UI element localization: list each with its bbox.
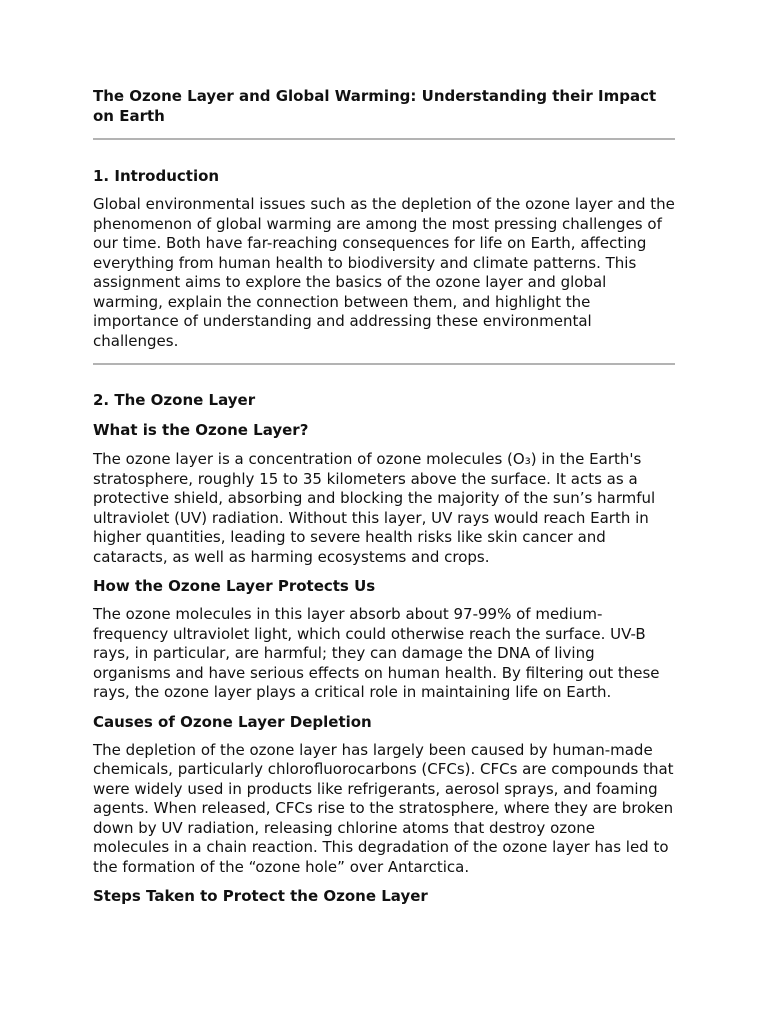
title-divider [93, 138, 675, 140]
how-ozone-protects-paragraph: The ozone molecules in this layer absorb about 97-99% of medium-frequency ultraviolet light, which could otherwise reach the surface. UV-B rays, in particular, are harmful; they can damage the DNA of living organisms and have serious effects on human health. By filtering out these rays, the ozone layer plays a critical role in maintaining life on Earth. [93, 605, 660, 701]
section-divider [93, 363, 675, 365]
subheading-steps-to-protect: Steps Taken to Protect the Ozone Layer [93, 887, 428, 905]
causes-of-depletion-paragraph: The depletion of the ozone layer has largely been caused by human-made chemicals, particularly chlorofluorocarbons (CFCs). CFCs are compounds that were widely used in products like refrigerants, aerosol sprays, and foaming agents. When released, CFCs rise to the stratosphere, where they are broken down by UV radiation, releasing chlorine atoms that destroy ozone molecules in a chain reaction. This degradation of the ozone layer has led to the formation of the “ozone hole” over Antarctica. [93, 740, 674, 876]
subheading-what-is-ozone-layer: What is the Ozone Layer? [93, 421, 309, 439]
document-title: The Ozone Layer and Global Warming: Understanding their Impact on Earth [93, 87, 657, 125]
subheading-how-ozone-protects: How the Ozone Layer Protects Us [93, 577, 376, 595]
section-heading-ozone-layer: 2. The Ozone Layer [93, 391, 256, 409]
section-heading-introduction: 1. Introduction [93, 167, 220, 185]
introduction-paragraph: Global environmental issues such as the depletion of the ozone layer and the phenomenon of global warming are among the most pressing challenges of our time. Both have far-reaching consequences for life on Earth, affecting everything from human health to biodiversity and climate patterns. This assignment aims to explore the basics of the ozone layer and global warming, explain the connection between them, and highlight the importance of understanding and addressing these environmental challenges. [93, 195, 675, 350]
subheading-causes-of-depletion: Causes of Ozone Layer Depletion [93, 712, 372, 731]
what-is-ozone-layer-paragraph: The ozone layer is a concentration of ozone molecules (O₃) in the Earth's stratosphere, roughly 15 to 35 kilometers above the surface. It acts as a protective shield, absorbing and blocking the majority of the sun’s harmful ultraviolet (UV) radiation. Without this layer, UV rays would reach Earth in higher quantities, leading to severe health risks like skin cancer and cataracts, as well as harming ecosystems and crops. [93, 450, 656, 566]
